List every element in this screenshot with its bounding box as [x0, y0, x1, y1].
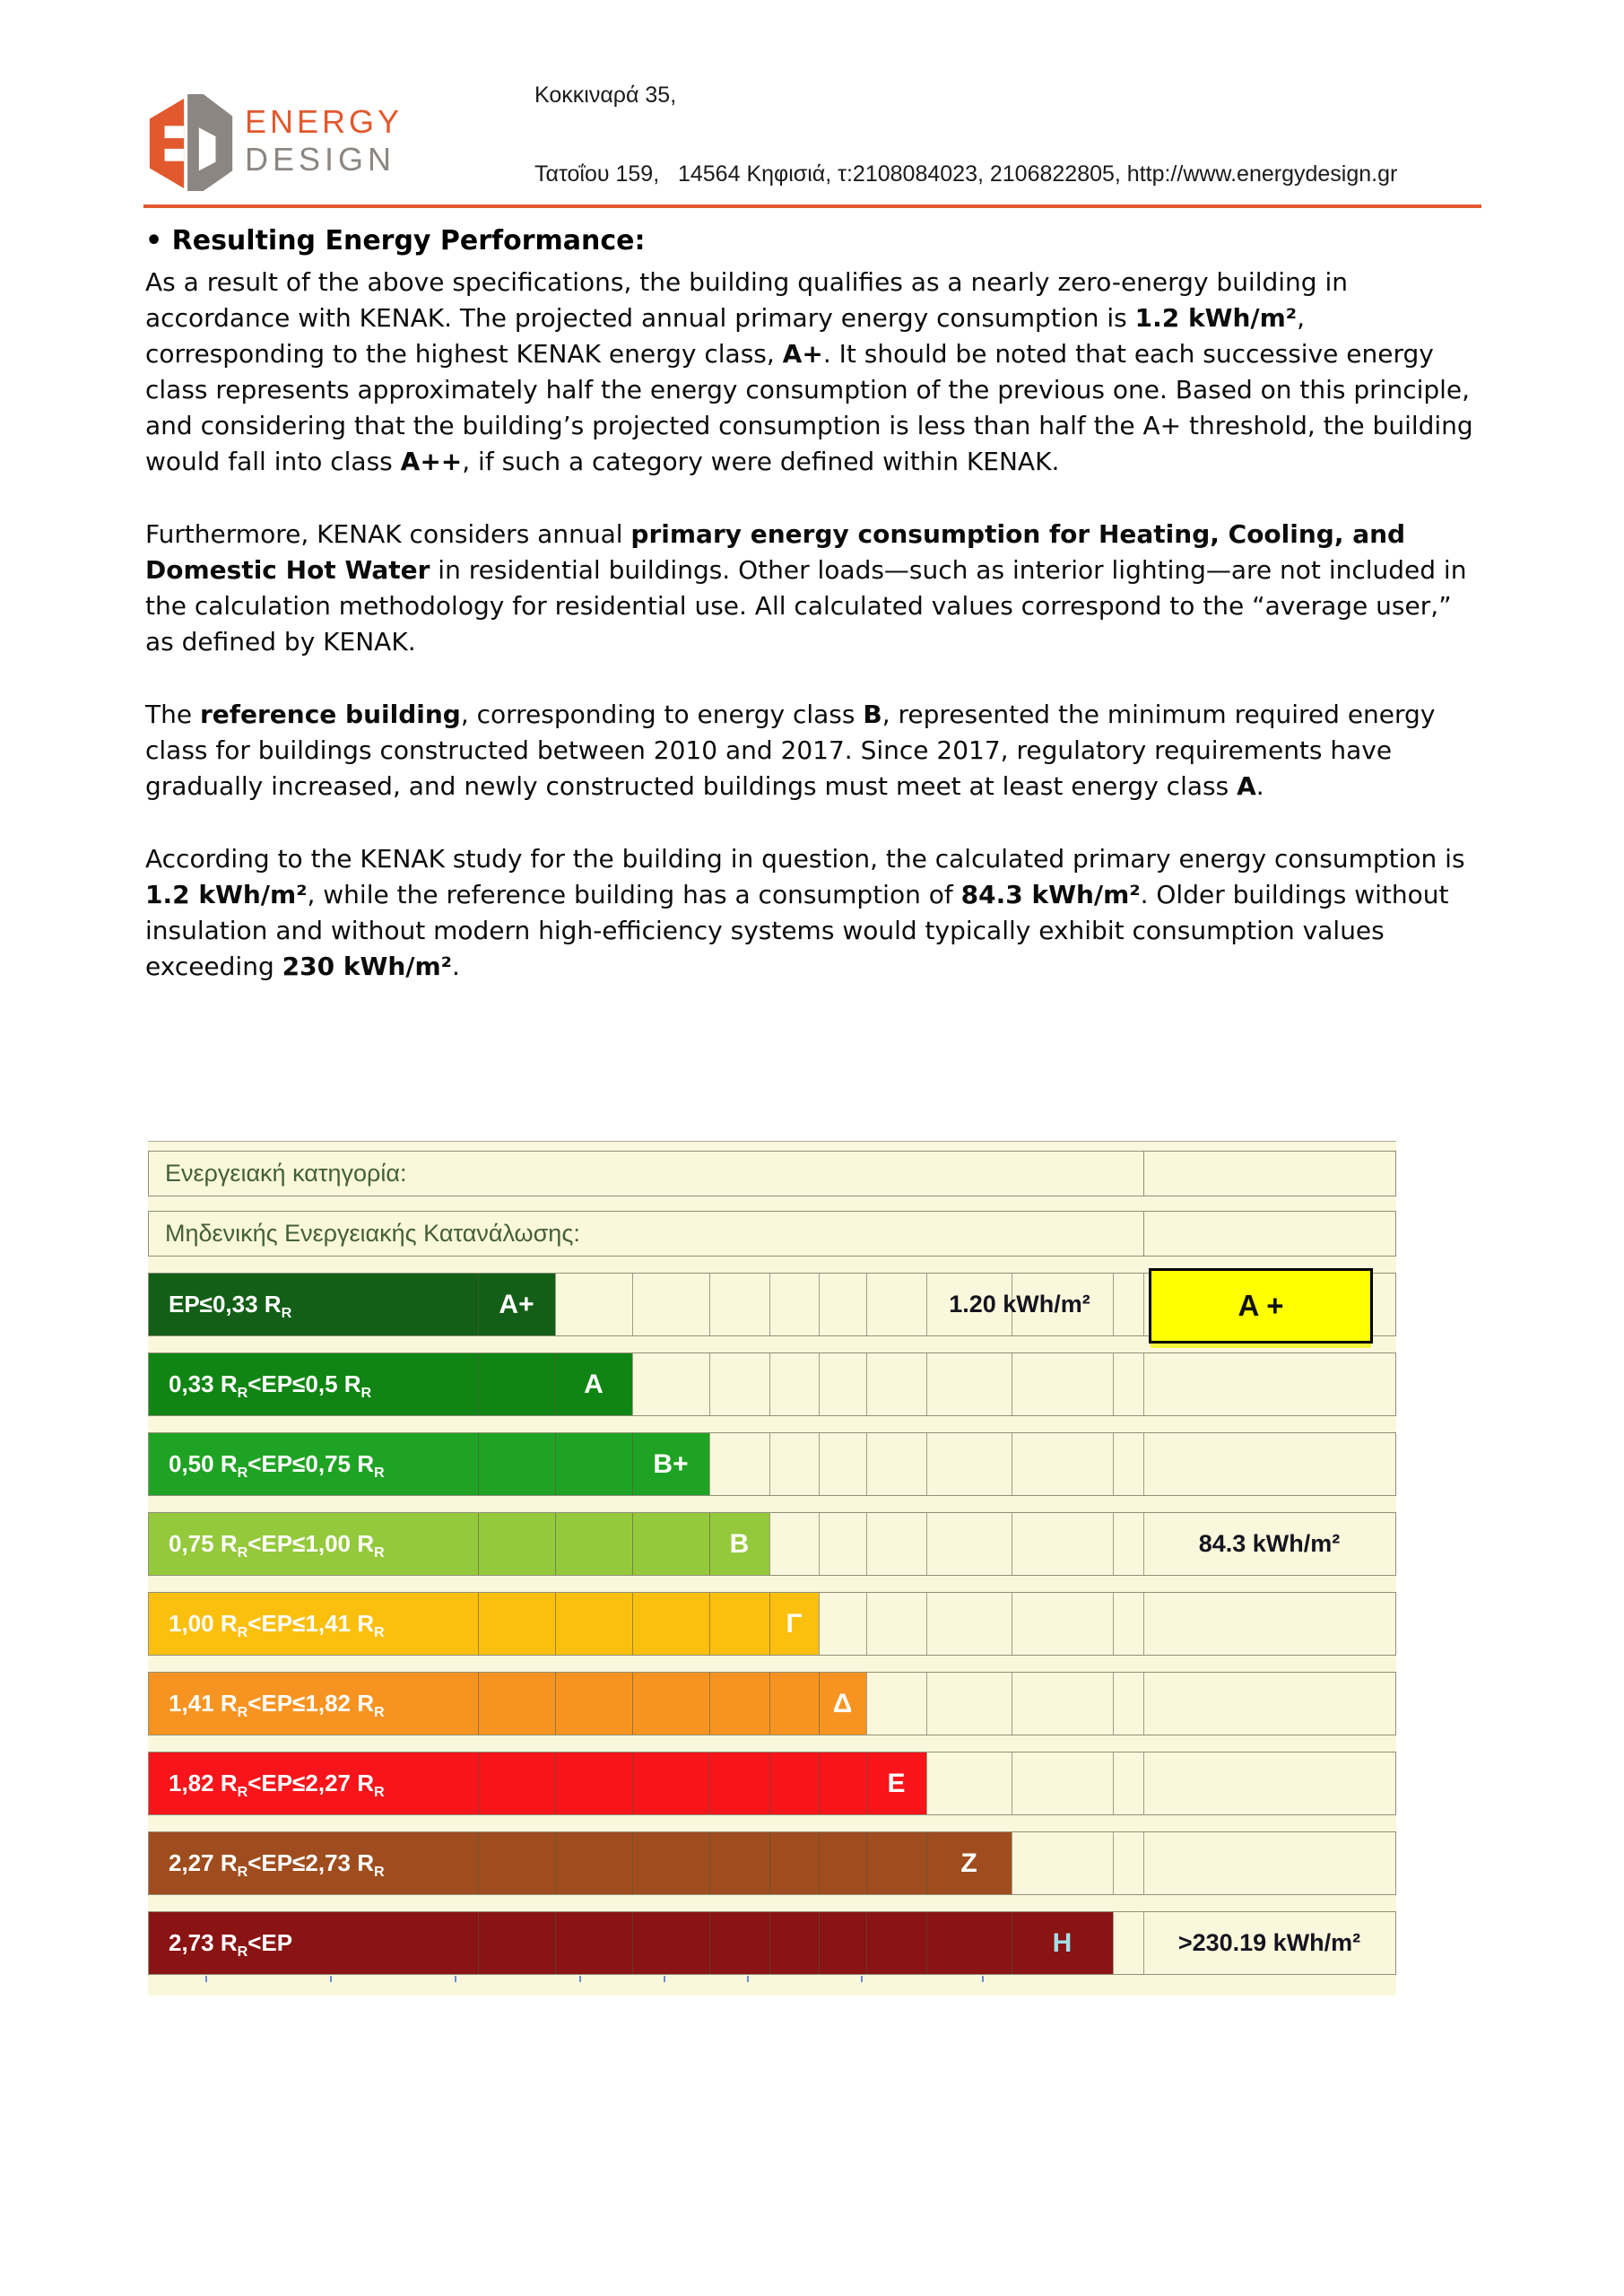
energy-class-row-Z	[148, 1831, 1396, 1895]
axis-tick	[205, 1976, 207, 1982]
grid-line	[1113, 1912, 1114, 1974]
class-letter: B	[729, 1529, 750, 1559]
class-letter: Δ	[832, 1689, 853, 1718]
grid-line	[819, 1353, 820, 1415]
grid-line	[819, 1274, 820, 1335]
grid-line	[478, 1832, 479, 1894]
paragraphs	[145, 265, 1486, 985]
grid-line	[709, 1274, 710, 1335]
grid-line	[926, 1513, 927, 1575]
grid-line	[926, 1752, 927, 1814]
grid-line	[769, 1513, 770, 1575]
column-divider	[1143, 1212, 1144, 1256]
grid-line	[819, 1832, 820, 1894]
consumption-value: 84.3 kWh/m²	[1198, 1530, 1341, 1557]
grid-line	[926, 1353, 927, 1415]
address-line-2: Τατοΐου 159, 14564 Κηφισιά, τ:2108084023, 2106822805, http://www.energydesign.gr	[534, 161, 1398, 187]
class-letter: B+	[653, 1449, 689, 1479]
grid-line	[769, 1912, 770, 1974]
grid-line	[478, 1353, 479, 1415]
grid-line	[709, 1593, 710, 1655]
grid-line	[1113, 1593, 1114, 1655]
grid-line	[555, 1673, 556, 1735]
energy-class-chart	[148, 1141, 1396, 1996]
class-range-label: 1,41 $R_R<EP\le 1,82$ $R_R$	[169, 1690, 385, 1721]
grid-line	[478, 1673, 479, 1735]
section-heading: • Resulting Energy Performance:	[145, 225, 646, 257]
grid-line	[478, 1433, 479, 1495]
grid-line	[1113, 1353, 1114, 1415]
class-range-label: 2,73 $R_R<EP$	[169, 1929, 293, 1961]
grid-line	[632, 1274, 633, 1335]
grid-line	[769, 1832, 770, 1894]
grid-line	[1113, 1832, 1114, 1894]
grid-line	[555, 1433, 556, 1495]
axis-tick	[982, 1976, 984, 1982]
class-letter: E	[887, 1769, 906, 1798]
logo-e-shape	[150, 99, 184, 188]
grid-line	[632, 1912, 633, 1974]
grid-line	[926, 1912, 927, 1974]
grid-line	[1113, 1752, 1114, 1814]
grid-line	[819, 1593, 820, 1655]
brand-energy: ENERGY	[245, 103, 404, 140]
grid-line	[632, 1513, 633, 1575]
grid-line	[1143, 1593, 1144, 1655]
grid-line	[866, 1513, 867, 1575]
column-divider	[1143, 1152, 1144, 1196]
energy-design-logo-icon	[143, 91, 240, 194]
grid-line	[1143, 1752, 1144, 1814]
class-bar	[149, 1912, 1113, 1974]
grid-line	[819, 1752, 820, 1814]
energy-class-row-Γ	[148, 1592, 1396, 1656]
header-rule	[143, 204, 1481, 208]
grid-line	[769, 1673, 770, 1735]
axis-tick	[579, 1976, 581, 1982]
address-line-1: Κοκκιναρά 35,	[534, 83, 677, 108]
grid-line	[866, 1832, 867, 1894]
grid-line	[926, 1433, 927, 1495]
grid-line	[709, 1912, 710, 1974]
class-range-label: 0,50 $R_R<EP\le 0,75$ $R_R$	[169, 1450, 385, 1482]
energy-class-row-B	[148, 1512, 1396, 1576]
grid-line	[926, 1673, 927, 1735]
chart-header-row-nzeb	[148, 1211, 1396, 1257]
chart-header-label: Μηδενικής Ενεργειακής Κατανάλωσης:	[165, 1220, 580, 1247]
grid-line	[555, 1752, 556, 1814]
grid-line	[819, 1433, 820, 1495]
class-range-label: EP≤0,33 $R_R$	[169, 1291, 292, 1322]
grid-line	[819, 1912, 820, 1974]
class-letter: Γ	[786, 1609, 803, 1639]
grid-line	[1143, 1274, 1144, 1335]
grid-line	[709, 1752, 710, 1814]
class-letter: A	[584, 1370, 604, 1399]
grid-line	[1143, 1353, 1144, 1415]
grid-line	[866, 1353, 867, 1415]
grid-line	[478, 1593, 479, 1655]
paragraph: As a result of the above specifications, the building qualifies as a nearly zero-energy building in accordance with KENAK. The projected annual primary energy consumption is 1.2 kWh/m², corresponding to the highest KENAK energy class, A+. It should be noted that each successive energy class represents approximately half the energy consumption of the previous one. Based on this principle, and considering that the building’s projected consumption is less than half the A+ threshold, the building would fall into class A++, if such a category were defined within KENAK.	[145, 267, 1473, 476]
grid-line	[709, 1433, 710, 1495]
energy-class-row-A	[148, 1352, 1396, 1416]
grid-line	[769, 1353, 770, 1415]
class-letter: H	[1052, 1928, 1073, 1958]
grid-line	[866, 1593, 867, 1655]
axis-tick	[330, 1976, 332, 1982]
class-range-label: 0,33 $R_R<EP\le 0,5$ $R_R$	[169, 1370, 372, 1402]
grid-line	[709, 1832, 710, 1894]
grid-line	[866, 1912, 867, 1974]
grid-line	[709, 1353, 710, 1415]
grid-line	[1113, 1433, 1114, 1495]
grid-line	[926, 1593, 927, 1655]
chart-header-row-category	[148, 1151, 1396, 1196]
grid-line	[555, 1274, 556, 1335]
grid-line	[555, 1593, 556, 1655]
consumption-value: >230.19 kWh/m²	[1177, 1929, 1361, 1956]
grid-line	[1143, 1832, 1144, 1894]
energy-class-row-B+	[148, 1432, 1396, 1496]
chart-header-label: Ενεργειακή κατηγορία:	[165, 1160, 407, 1187]
class-letter: Z	[960, 1848, 977, 1878]
grid-line	[632, 1752, 633, 1814]
paragraph: Furthermore, KENAK considers annual primary energy consumption for Heating, Cooling, and Domestic Hot Water in residential buildings. Other loads—such as interior lighting—are not included in the calculation methodology for residential use. All calculated values correspond to the “average user,” as defined by KENAK.	[145, 519, 1467, 657]
axis-tick	[455, 1976, 456, 1982]
grid-line	[1143, 1673, 1144, 1735]
axis-tick	[664, 1976, 665, 1982]
grid-line	[478, 1912, 479, 1974]
grid-line	[1113, 1274, 1114, 1335]
building-consumption-value: 1.20 kWh/m²	[949, 1291, 1090, 1318]
building-class-text: A +	[1238, 1289, 1284, 1322]
grid-line	[769, 1433, 770, 1495]
grid-line	[555, 1513, 556, 1575]
grid-line	[555, 1912, 556, 1974]
grid-line	[866, 1673, 867, 1735]
brand-design: DESIGN	[245, 141, 396, 178]
building-class-badge	[1149, 1268, 1373, 1344]
paragraph: The reference building, corresponding to energy class B, represented the minimum required energy class for buildings constructed between 2010 and 2017. Since 2017, regulatory requirements have gradually increased, and newly constructed buildings must meet at least energy class A.	[145, 700, 1436, 801]
brand-wordmark	[245, 103, 404, 178]
energy-class-row-H	[148, 1911, 1396, 1975]
grid-line	[769, 1274, 770, 1335]
document-body	[145, 222, 1486, 1022]
paragraph: According to the KENAK study for the building in question, the calculated primary energy consumption is 1.2 kWh/m², while the reference building has a consumption of 84.3 kWh/m². Older buildings without insulation and without modern high-efficiency systems would typically exhibit consumption values exceeding 230 kWh/m².	[145, 844, 1465, 981]
grid-line	[1143, 1433, 1144, 1495]
grid-line	[555, 1832, 556, 1894]
grid-line	[1113, 1673, 1114, 1735]
grid-line	[866, 1433, 867, 1495]
grid-line	[632, 1353, 633, 1415]
grid-line	[632, 1673, 633, 1735]
grid-line	[709, 1673, 710, 1735]
axis-tick	[861, 1976, 863, 1982]
grid-line	[769, 1752, 770, 1814]
grid-line	[819, 1513, 820, 1575]
energy-class-row-Δ	[148, 1672, 1396, 1735]
grid-line	[478, 1513, 479, 1575]
class-letter: A+	[499, 1290, 534, 1319]
class-range-label: 1,00 $R_R<EP\le 1,41$ $R_R$	[169, 1610, 385, 1641]
class-range-label: 2,27 $R_R<EP\le 2,73$ $R_R$	[169, 1849, 385, 1881]
class-range-label: 0,75 $R_R<EP\le 1,00$ $R_R$	[169, 1530, 385, 1561]
grid-line	[478, 1752, 479, 1814]
grid-line	[632, 1832, 633, 1894]
energy-class-row-E	[148, 1752, 1396, 1815]
grid-line	[1113, 1513, 1114, 1575]
class-range-label: 1,82 $R_R<EP\le 2,27$ $R_R$	[169, 1770, 385, 1801]
axis-tick	[747, 1976, 749, 1982]
grid-line	[632, 1593, 633, 1655]
grid-line	[866, 1274, 867, 1335]
